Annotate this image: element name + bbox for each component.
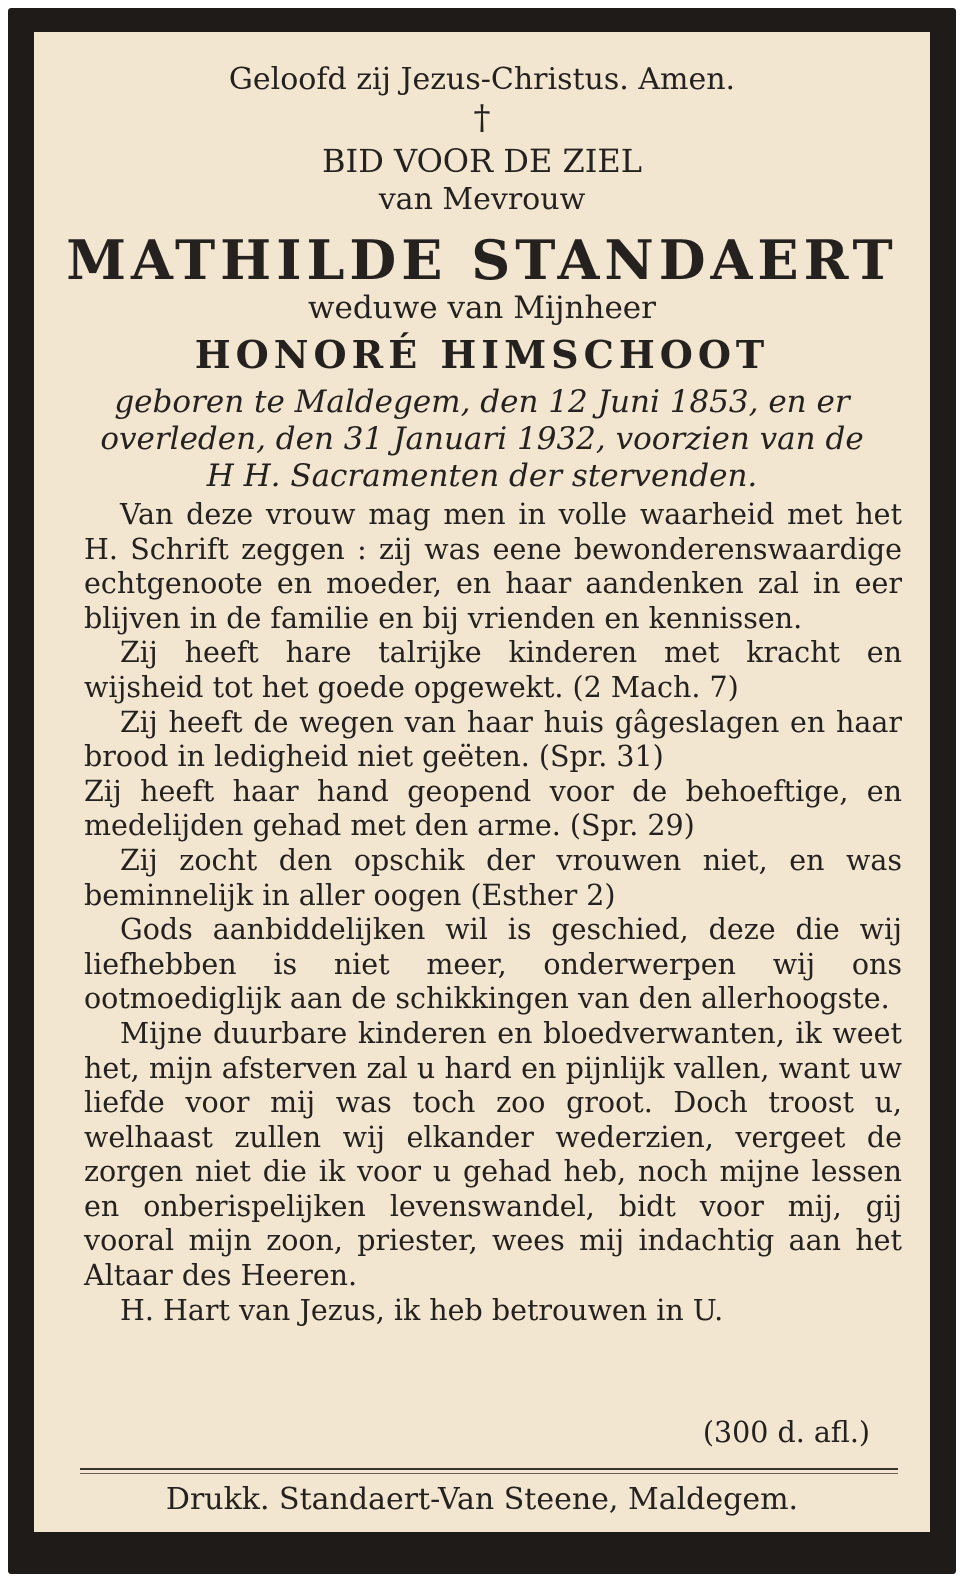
paragraph [84,1294,902,1329]
deceased-name: MATHILDE STANDAERT [66,228,898,292]
invocation: Geloofd zij Jezus-Christus. Amen. [228,62,736,97]
dates-line-2: overleden, den 31 Januari 1932, voorzien van de [100,421,864,457]
dates-line-3: H H. Sacramenten der stervenden. [206,458,758,494]
paragraph [84,1017,902,1294]
paragraph-text: Zij heeft haar hand geopend voor de behoeftige, en medelijden gehad met den arme. [84,774,902,843]
prayer-heading: BID VOOR DE ZIEL [322,142,642,180]
scripture-reference: (Spr. 31) [538,740,664,774]
life-dates [34,384,930,495]
divider [80,1473,898,1474]
cross-icon: † [473,98,491,138]
divider [80,1468,898,1470]
memorial-text [84,498,902,1328]
paragraph [84,844,902,913]
scripture-reference: (2 Mach. 7) [572,670,739,704]
paragraph-text: Zij zocht den opschik der vrouwen niet, en was beminnelijk in aller oogen [84,843,902,912]
paragraph [84,706,902,775]
paragraph-text: Mijne duurbare kinderen en bloedverwanten, ik weet het, mijn afsterven zal u hard en pijnlijk vallen, want uw liefde voor mij was toch zoo groot. Doch troost u, welhaast zullen wij elkander wederzien, vergeet de zorgen niet die ik voor u gehad heb, noch mijne lessen en onberispelijken levenswandel, bidt voor mij, gij vooral mijn zoon, priester, wees mij indachtig aan het Altaar des Heeren. [84,1016,902,1293]
title-line: van Mevrouw [378,182,586,217]
indulgence-note: (300 d. afl.) [702,1416,870,1449]
paragraph-text: H. Hart van Jezus, ik heb betrouwen in U. [120,1293,724,1327]
paragraph-text: Van deze vrouw mag men in volle waarheid met het H. Schrift zeggen : zij was eene bewonderenswaardige echtgenoote en moeder, en haar aandenken zal in eer blijven in de familie en bij vrienden en kennissen. [84,498,902,635]
paragraph [84,775,902,844]
scripture-reference: (Spr. 29) [569,809,695,843]
paragraph [84,636,902,705]
memorial-card [8,8,956,1574]
card-paper [34,32,930,1532]
paragraph-text: Gods aanbiddelijken wil is geschied, deze die wij liefhebben is niet meer, onderwerpen wij ons ootmoediglijk aan de schikkingen van den allerhoogste. [84,913,902,1016]
paragraph-text: Zij heeft hare talrijke kinderen met kracht en wijsheid tot het goede opgewekt. [84,636,902,704]
paragraph [84,498,902,636]
printer-credit: Drukk. Standaert-Van Steene, Maldegem. [165,1482,799,1517]
scripture-reference: (Esther 2) [470,878,616,912]
widow-line: weduwe van Mijnheer [308,290,656,326]
dates-line-1: geboren te Maldegem, den 12 Juni 1853, en er [114,384,850,420]
husband-name: HONORÉ HIMSCHOOT [194,332,770,377]
paragraph-text: Zij heeft de wegen van haar huis gâgeslagen en haar brood in ledigheid niet geëten. [84,705,902,774]
paragraph [84,913,902,1017]
